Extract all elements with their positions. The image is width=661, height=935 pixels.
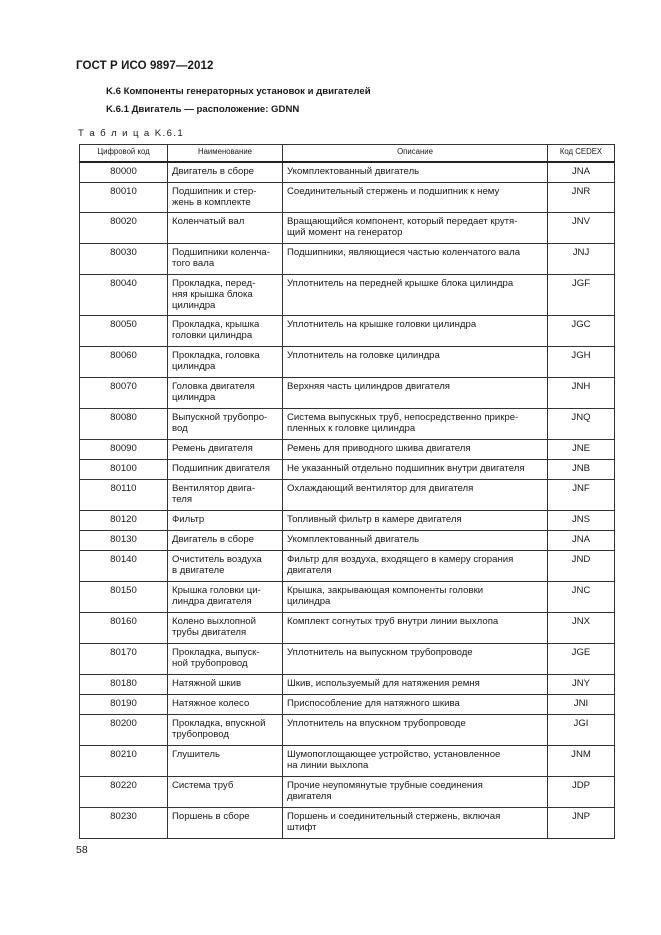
cell-description: Не указанный отдельно подшипник внутри двигателя	[283, 459, 548, 479]
cell-code: 80070	[80, 377, 168, 408]
cell-description: Подшипники, являющиеся частью коленчатого вала	[283, 243, 548, 274]
cell-code: 80020	[80, 212, 168, 243]
table-row	[80, 439, 615, 459]
section-title: K.6 Компоненты генераторных установок и двигателей	[106, 86, 371, 97]
table-row	[80, 182, 615, 212]
cell-description: Ремень для приводного шкива двигателя	[283, 439, 548, 459]
cell-cedex: JGH	[548, 346, 615, 377]
cell-code: 80220	[80, 776, 168, 807]
cell-name: Выпускной трубопро- вод	[168, 408, 283, 439]
cell-description: Фильтр для воздуха, входящего в камеру сгорания двигателя	[283, 550, 548, 581]
cell-code: 80160	[80, 612, 168, 643]
cell-name: Поршень в сборе	[168, 807, 283, 838]
header-name: Наименование	[168, 145, 283, 163]
cell-code: 80010	[80, 182, 168, 212]
cell-description: Поршень и соединительный стержень, включая штифт	[283, 807, 548, 838]
table-row	[80, 612, 615, 643]
cell-description: Система выпускных труб, непосредственно прикре- пленных к головке цилиндра	[283, 408, 548, 439]
table-row	[80, 510, 615, 530]
cell-name: Натяжной шкив	[168, 674, 283, 694]
cell-code: 80030	[80, 243, 168, 274]
cell-code: 80190	[80, 694, 168, 714]
table-body	[80, 162, 615, 838]
cell-code: 80100	[80, 459, 168, 479]
cell-name: Система труб	[168, 776, 283, 807]
table-row	[80, 581, 615, 612]
cell-name: Прокладка, перед- няя крышка блока цилиндра	[168, 274, 283, 315]
table-row	[80, 807, 615, 838]
table-row	[80, 714, 615, 745]
cell-cedex: JNJ	[548, 243, 615, 274]
cell-description: Укомплектованный двигатель	[283, 162, 548, 182]
table-row	[80, 315, 615, 346]
cell-code: 80200	[80, 714, 168, 745]
cell-name: Глушитель	[168, 745, 283, 776]
cell-description: Укомплектованный двигатель	[283, 530, 548, 550]
cell-cedex: JGF	[548, 274, 615, 315]
cell-description: Охлаждающий вентилятор для двигателя	[283, 479, 548, 510]
table-row	[80, 530, 615, 550]
cell-code: 80230	[80, 807, 168, 838]
cell-cedex: JNY	[548, 674, 615, 694]
cell-description: Приспособление для натяжного шкива	[283, 694, 548, 714]
cell-description: Уплотнитель на передней крышке блока цилиндра	[283, 274, 548, 315]
cell-cedex: JNQ	[548, 408, 615, 439]
cell-description: Вращающийся компонент, который передает крутя- щий момент на генератор	[283, 212, 548, 243]
cell-cedex: JNR	[548, 182, 615, 212]
cell-name: Ремень двигателя	[168, 439, 283, 459]
cell-name: Подшипники коленча- того вала	[168, 243, 283, 274]
cell-description: Шкив, используемый для натяжения ремня	[283, 674, 548, 694]
cell-code: 80140	[80, 550, 168, 581]
cell-code: 80130	[80, 530, 168, 550]
table-header-row	[80, 145, 615, 163]
cell-cedex: JGI	[548, 714, 615, 745]
table-caption: Т а б л и ц а K.6.1	[78, 128, 185, 139]
cell-code: 80180	[80, 674, 168, 694]
table-row	[80, 550, 615, 581]
cell-cedex: JDP	[548, 776, 615, 807]
cell-description: Уплотнитель на крышке головки цилиндра	[283, 315, 548, 346]
cell-description: Прочие неупомянутые трубные соединения двигателя	[283, 776, 548, 807]
table-row	[80, 479, 615, 510]
table-row	[80, 459, 615, 479]
cell-description: Уплотнитель на выпускном трубопроводе	[283, 643, 548, 674]
cell-description: Комплект согнутых труб внутри линии выхлопа	[283, 612, 548, 643]
table-row	[80, 377, 615, 408]
cell-description: Топливный фильтр в камере двигателя	[283, 510, 548, 530]
cell-name: Вентилятор двига- теля	[168, 479, 283, 510]
table-row	[80, 162, 615, 182]
cell-name: Прокладка, впускной трубопровод	[168, 714, 283, 745]
table-row	[80, 674, 615, 694]
cell-cedex: JNA	[548, 162, 615, 182]
table-row	[80, 346, 615, 377]
cell-cedex: JGE	[548, 643, 615, 674]
cell-code: 80050	[80, 315, 168, 346]
cell-code: 80040	[80, 274, 168, 315]
cell-cedex: JNM	[548, 745, 615, 776]
table-row	[80, 408, 615, 439]
cell-name: Подшипник двигателя	[168, 459, 283, 479]
cell-code: 80000	[80, 162, 168, 182]
table-row	[80, 745, 615, 776]
cell-code: 80060	[80, 346, 168, 377]
cell-description: Крышка, закрывающая компоненты головки цилиндра	[283, 581, 548, 612]
subsection-title: K.6.1 Двигатель — расположение: GDNN	[106, 104, 300, 115]
cell-cedex: JNP	[548, 807, 615, 838]
cell-cedex: JNA	[548, 530, 615, 550]
table-row	[80, 274, 615, 315]
header-cedex: Код CEDEX	[548, 145, 615, 163]
cell-code: 80120	[80, 510, 168, 530]
cell-name: Крышка головки ци- линдра двигателя	[168, 581, 283, 612]
cell-code: 80170	[80, 643, 168, 674]
cell-description: Верхняя часть цилиндров двигателя	[283, 377, 548, 408]
table-row	[80, 212, 615, 243]
cell-description: Уплотнитель на впускном трубопроводе	[283, 714, 548, 745]
cell-code: 80210	[80, 745, 168, 776]
cell-name: Очиститель воздуха в двигателе	[168, 550, 283, 581]
cell-cedex: JNF	[548, 479, 615, 510]
cell-name: Двигатель в сборе	[168, 530, 283, 550]
cell-name: Подшипник и стер- жень в комплекте	[168, 182, 283, 212]
cell-name: Прокладка, головка цилиндра	[168, 346, 283, 377]
table-row	[80, 643, 615, 674]
cell-code: 80110	[80, 479, 168, 510]
cell-name: Прокладка, выпуск- ной трубопровод	[168, 643, 283, 674]
table-row	[80, 694, 615, 714]
cell-cedex: JNC	[548, 581, 615, 612]
cell-name: Головка двигателя цилиндра	[168, 377, 283, 408]
page-number: 58	[76, 844, 88, 856]
cell-name: Колено выхлопной трубы двигателя	[168, 612, 283, 643]
cell-cedex: JNI	[548, 694, 615, 714]
cell-name: Натяжное колесо	[168, 694, 283, 714]
cell-code: 80080	[80, 408, 168, 439]
cell-cedex: JNH	[548, 377, 615, 408]
cell-description: Соединительный стержень и подшипник к нему	[283, 182, 548, 212]
cell-name: Коленчатый вал	[168, 212, 283, 243]
table-row	[80, 243, 615, 274]
cell-cedex: JNS	[548, 510, 615, 530]
cell-name: Фильтр	[168, 510, 283, 530]
components-table	[79, 144, 615, 839]
header-code: Цифровой код	[80, 145, 168, 163]
cell-code: 80090	[80, 439, 168, 459]
cell-code: 80150	[80, 581, 168, 612]
header-description: Описание	[283, 145, 548, 163]
cell-description: Уплотнитель на головке цилиндра	[283, 346, 548, 377]
cell-cedex: JNB	[548, 459, 615, 479]
cell-cedex: JGC	[548, 315, 615, 346]
cell-name: Двигатель в сборе	[168, 162, 283, 182]
cell-name: Прокладка, крышка головки цилиндра	[168, 315, 283, 346]
document-header: ГОСТ Р ИСО 9897—2012	[76, 60, 214, 72]
cell-cedex: JNX	[548, 612, 615, 643]
cell-cedex: JNV	[548, 212, 615, 243]
cell-description: Шумопоглощающее устройство, установленное на линии выхлопа	[283, 745, 548, 776]
cell-cedex: JND	[548, 550, 615, 581]
cell-cedex: JNE	[548, 439, 615, 459]
table-row	[80, 776, 615, 807]
